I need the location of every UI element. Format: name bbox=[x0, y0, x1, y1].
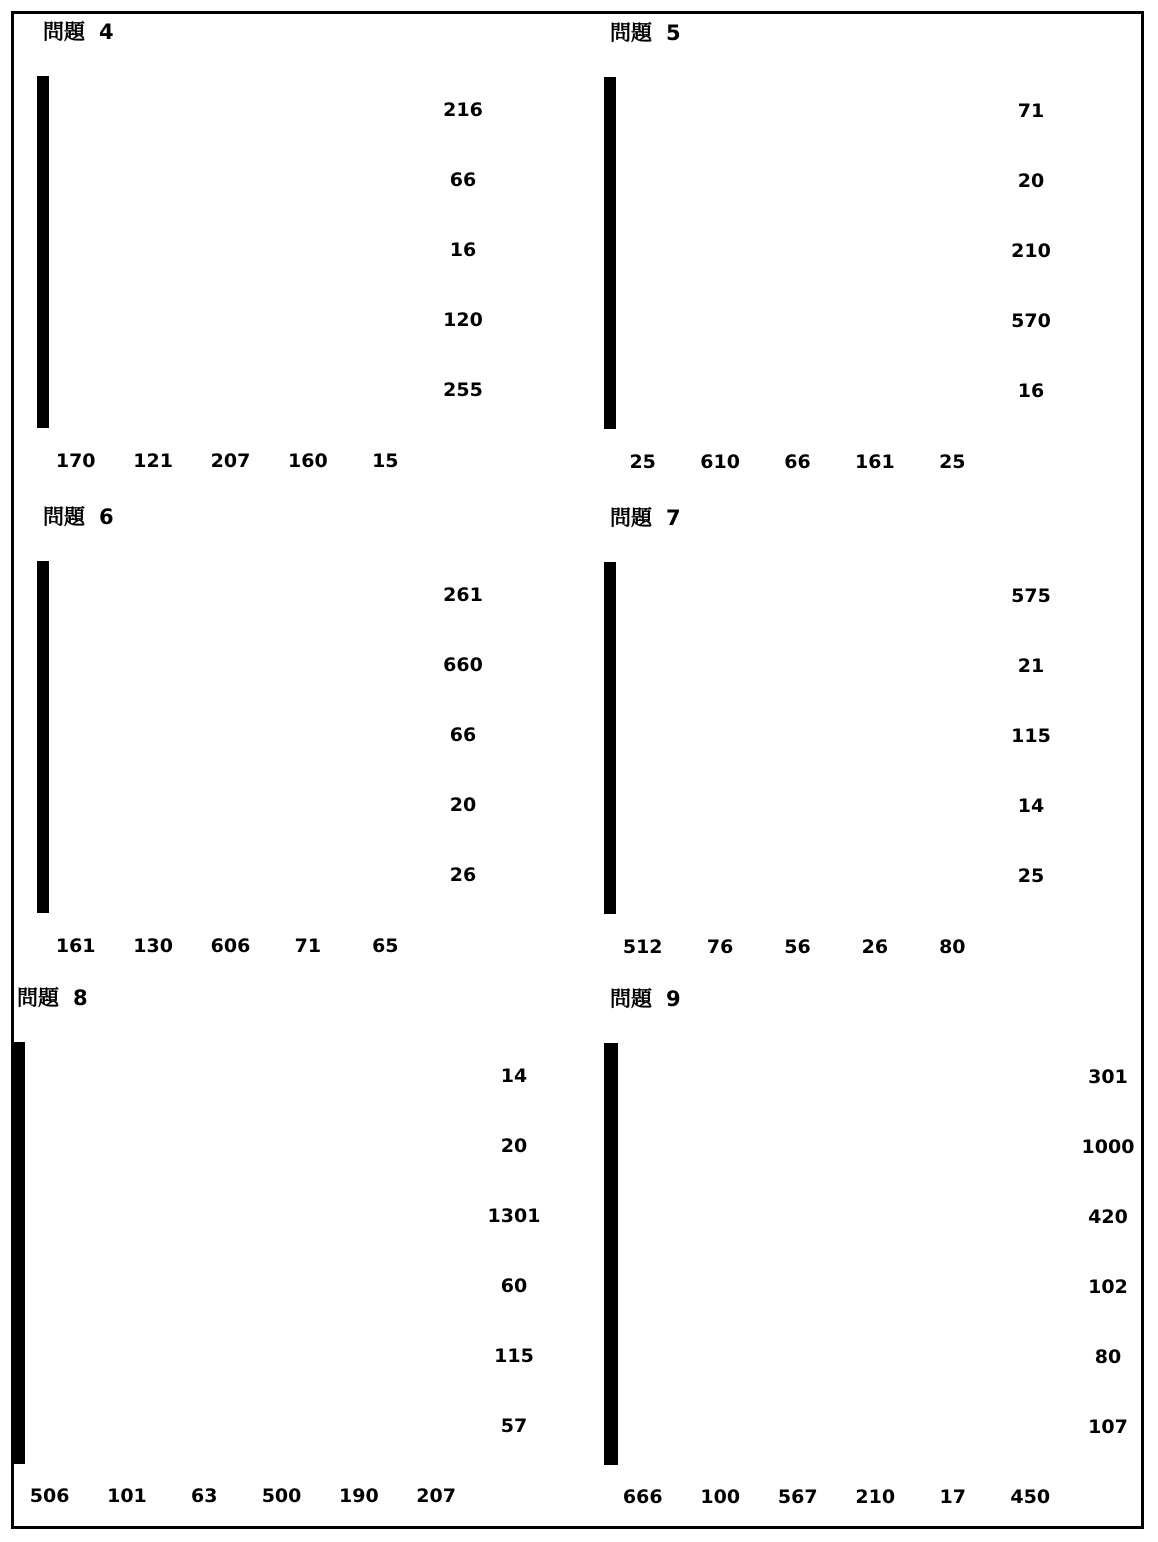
row-clue: 115 bbox=[494, 1345, 534, 1367]
puzzle-title-label: 問題 bbox=[610, 506, 652, 530]
grid-cell[interactable] bbox=[46, 147, 48, 217]
puzzle-title bbox=[610, 508, 681, 529]
row-clue: 20 bbox=[1017, 170, 1045, 192]
puzzle-title bbox=[17, 988, 88, 1009]
row-clue: 107 bbox=[1088, 1416, 1128, 1438]
puzzle-title-label: 問題 bbox=[43, 505, 85, 529]
row-clue: 255 bbox=[443, 379, 483, 401]
puzzle-title bbox=[43, 507, 114, 528]
row-clue: 26 bbox=[449, 864, 477, 886]
column-clue: 65 bbox=[372, 935, 399, 957]
grid-row bbox=[605, 1394, 617, 1464]
grid-row bbox=[12, 1253, 24, 1323]
row-clue: 420 bbox=[1088, 1206, 1128, 1228]
column-clue: 161 bbox=[55, 935, 96, 957]
column-clue: 17 bbox=[939, 1486, 966, 1508]
puzzle-grid bbox=[37, 561, 49, 913]
grid-row bbox=[605, 218, 615, 288]
grid-cell[interactable] bbox=[22, 1323, 24, 1393]
grid-cell[interactable] bbox=[615, 1254, 617, 1324]
grid-row bbox=[12, 1043, 24, 1113]
grid-row bbox=[38, 287, 48, 357]
grid-cell[interactable] bbox=[615, 1394, 617, 1464]
grid-row bbox=[38, 772, 48, 842]
grid-row bbox=[12, 1113, 24, 1183]
puzzle-title bbox=[610, 989, 681, 1010]
grid-cell[interactable] bbox=[46, 772, 48, 842]
puzzle-number: 5 bbox=[666, 21, 681, 45]
grid-cell[interactable] bbox=[613, 148, 615, 218]
grid-cell[interactable] bbox=[613, 78, 615, 148]
grid-cell[interactable] bbox=[46, 287, 48, 357]
column-clue: 666 bbox=[622, 1486, 663, 1508]
row-clue: 115 bbox=[1011, 725, 1051, 747]
puzzle-grid bbox=[604, 1043, 618, 1465]
puzzle-grid bbox=[11, 1042, 25, 1464]
puzzle-number: 4 bbox=[99, 20, 114, 44]
column-clue: 190 bbox=[339, 1485, 379, 1507]
puzzle-number: 6 bbox=[99, 505, 114, 529]
grid-row bbox=[38, 217, 48, 287]
grid-cell[interactable] bbox=[46, 217, 48, 287]
grid-row bbox=[605, 633, 615, 703]
grid-row bbox=[605, 148, 615, 218]
row-clue: 1301 bbox=[487, 1205, 541, 1227]
row-clue: 21 bbox=[1017, 655, 1045, 677]
grid-cell[interactable] bbox=[613, 218, 615, 288]
column-clue: 610 bbox=[700, 451, 740, 473]
puzzle-number: 8 bbox=[73, 986, 88, 1010]
grid-cell[interactable] bbox=[615, 1324, 617, 1394]
grid-cell[interactable] bbox=[613, 843, 615, 913]
grid-row bbox=[605, 563, 615, 633]
column-clue: 450 bbox=[1010, 1486, 1051, 1508]
column-clue: 210 bbox=[855, 1486, 896, 1508]
puzzle-title bbox=[610, 23, 681, 44]
column-clue: 25 bbox=[629, 451, 656, 473]
grid-cell[interactable] bbox=[22, 1113, 24, 1183]
row-clue: 66 bbox=[449, 724, 477, 746]
grid-cell[interactable] bbox=[46, 77, 48, 147]
puzzle-grid bbox=[37, 76, 49, 428]
grid-row bbox=[38, 842, 48, 912]
row-clue: 216 bbox=[443, 99, 483, 121]
grid-row bbox=[12, 1183, 24, 1253]
page-frame bbox=[11, 11, 1144, 1529]
column-clue: 63 bbox=[191, 1485, 218, 1507]
grid-cell[interactable] bbox=[613, 288, 615, 358]
column-clue: 76 bbox=[706, 936, 734, 958]
grid-cell[interactable] bbox=[613, 633, 615, 703]
row-clue: 80 bbox=[1094, 1346, 1122, 1368]
row-clue: 57 bbox=[500, 1415, 528, 1437]
row-clue: 20 bbox=[449, 794, 477, 816]
grid-row bbox=[605, 1184, 617, 1254]
column-clue: 71 bbox=[294, 935, 322, 957]
grid-row bbox=[38, 77, 48, 147]
grid-cell[interactable] bbox=[615, 1114, 617, 1184]
grid-row bbox=[605, 773, 615, 843]
column-clue: 500 bbox=[261, 1485, 302, 1507]
column-clue: 207 bbox=[210, 450, 251, 472]
grid-row bbox=[605, 1114, 617, 1184]
grid-row bbox=[605, 358, 615, 428]
grid-cell[interactable] bbox=[613, 773, 615, 843]
row-clue: 14 bbox=[500, 1065, 528, 1087]
row-clue: 16 bbox=[1017, 380, 1045, 402]
row-clue: 1000 bbox=[1081, 1136, 1135, 1158]
column-clue: 567 bbox=[777, 1486, 818, 1508]
row-clue: 575 bbox=[1011, 585, 1051, 607]
column-clue: 512 bbox=[622, 936, 663, 958]
row-clue: 102 bbox=[1088, 1276, 1128, 1298]
column-clue: 15 bbox=[372, 450, 399, 472]
grid-row bbox=[38, 702, 48, 772]
grid-row bbox=[605, 843, 615, 913]
row-clue: 60 bbox=[500, 1275, 528, 1297]
column-clue: 207 bbox=[416, 1485, 456, 1507]
grid-cell[interactable] bbox=[613, 563, 615, 633]
grid-cell[interactable] bbox=[46, 842, 48, 912]
row-clue: 570 bbox=[1011, 310, 1051, 332]
column-clue: 161 bbox=[855, 451, 895, 473]
grid-cell[interactable] bbox=[615, 1044, 617, 1114]
puzzle-number: 7 bbox=[666, 506, 681, 530]
column-clue: 100 bbox=[700, 1486, 741, 1508]
grid-row bbox=[38, 147, 48, 217]
grid-cell[interactable] bbox=[613, 703, 615, 773]
column-clue: 101 bbox=[107, 1485, 147, 1507]
puzzle-number: 9 bbox=[666, 987, 681, 1011]
grid-cell[interactable] bbox=[22, 1393, 24, 1463]
row-clue: 301 bbox=[1088, 1066, 1128, 1088]
grid-row bbox=[38, 357, 48, 427]
grid-row bbox=[605, 288, 615, 358]
column-clue: 506 bbox=[29, 1485, 70, 1507]
column-clue: 160 bbox=[288, 450, 328, 472]
grid-cell[interactable] bbox=[46, 357, 48, 427]
column-clue: 606 bbox=[210, 935, 251, 957]
grid-cell[interactable] bbox=[22, 1253, 24, 1323]
grid-cell[interactable] bbox=[46, 562, 48, 632]
column-clue: 80 bbox=[939, 936, 966, 958]
puzzle-title-label: 問題 bbox=[17, 986, 59, 1010]
row-clue: 120 bbox=[443, 309, 483, 331]
grid-row bbox=[605, 1254, 617, 1324]
column-clue: 121 bbox=[133, 450, 173, 472]
grid-row bbox=[605, 1044, 617, 1114]
grid-row bbox=[12, 1323, 24, 1393]
grid-cell[interactable] bbox=[615, 1184, 617, 1254]
grid-row bbox=[38, 562, 48, 632]
puzzle-title-label: 問題 bbox=[610, 987, 652, 1011]
grid-row bbox=[605, 703, 615, 773]
grid-cell[interactable] bbox=[46, 632, 48, 702]
column-clue: 26 bbox=[861, 936, 889, 958]
row-clue: 660 bbox=[443, 654, 483, 676]
puzzle-grid bbox=[604, 77, 616, 429]
column-clue: 66 bbox=[784, 451, 811, 473]
grid-row bbox=[12, 1393, 24, 1463]
row-clue: 20 bbox=[500, 1135, 528, 1157]
row-clue: 210 bbox=[1011, 240, 1051, 262]
puzzle-grid bbox=[604, 562, 616, 914]
puzzle-title-label: 問題 bbox=[43, 20, 85, 44]
row-clue: 261 bbox=[443, 584, 483, 606]
grid-cell[interactable] bbox=[46, 702, 48, 772]
row-clue: 71 bbox=[1017, 100, 1045, 122]
row-clue: 16 bbox=[449, 239, 477, 261]
row-clue: 25 bbox=[1017, 865, 1045, 887]
row-clue: 14 bbox=[1017, 795, 1045, 817]
grid-row bbox=[38, 632, 48, 702]
grid-row bbox=[605, 1324, 617, 1394]
grid-row bbox=[605, 78, 615, 148]
grid-cell[interactable] bbox=[613, 358, 615, 428]
column-clue: 25 bbox=[939, 451, 966, 473]
column-clue: 130 bbox=[133, 935, 173, 957]
grid-cell[interactable] bbox=[22, 1183, 24, 1253]
puzzle-title-label: 問題 bbox=[610, 21, 652, 45]
grid-cell[interactable] bbox=[22, 1043, 24, 1113]
column-clue: 56 bbox=[784, 936, 811, 958]
puzzle-title bbox=[43, 22, 114, 43]
row-clue: 66 bbox=[449, 169, 477, 191]
column-clue: 170 bbox=[55, 450, 96, 472]
